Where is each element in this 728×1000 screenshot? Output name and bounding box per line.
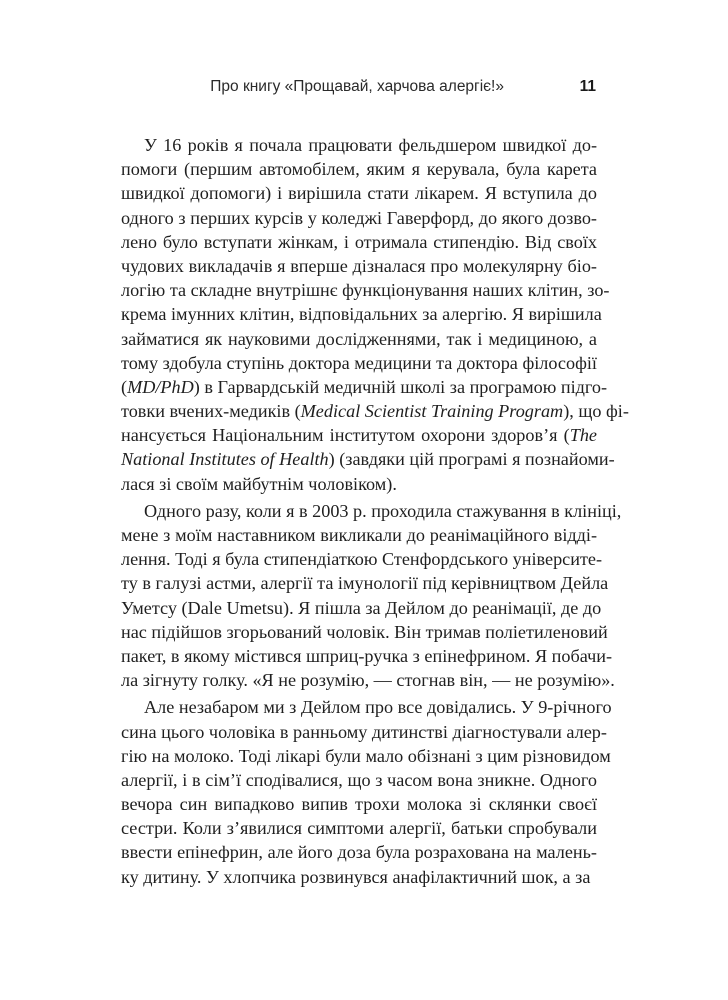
text-line	[121, 254, 597, 278]
text-line	[121, 399, 629, 423]
text-line	[121, 472, 597, 496]
text-line	[121, 596, 602, 620]
text-segment: помоги (першим автомобілем, яким я керувала, була карета	[121, 159, 597, 180]
text-line	[121, 133, 597, 157]
text-segment: (	[121, 376, 128, 397]
text-line	[121, 792, 597, 816]
text-segment: сина цього чоловіка в ранньому дитинстві діагностували алер-	[121, 721, 607, 742]
text-segment: крема імунних клітин, відповідальних за алергію. Я вирішила	[121, 304, 602, 325]
page-number: 11	[579, 78, 596, 95]
text-line	[121, 816, 597, 840]
text-line	[121, 668, 615, 692]
text-segment: Уметсу (Dale Umetsu). Я пішла за Дейлом до реанімації, де до	[121, 597, 602, 618]
text-line	[121, 695, 612, 719]
italic-text: The	[569, 425, 597, 446]
text-segment: ту в галузі астми, алергії та імунології під керівництвом Дейла	[121, 573, 609, 594]
text-line	[121, 351, 597, 375]
text-line	[121, 278, 610, 302]
text-segment: займатися як науковими дослідженнями, так і медициною, а	[121, 328, 597, 349]
italic-text: MD/PhD	[127, 376, 194, 397]
italic-text: Medical Scientist Training Program	[300, 401, 564, 422]
text-line	[121, 768, 597, 792]
paragraph	[121, 695, 612, 889]
body-text	[121, 133, 629, 892]
text-line	[121, 499, 622, 523]
text-segment: нас підійшов згорьований чоловік. Він тримав поліетиленовий	[121, 621, 608, 642]
text-segment: ) (завдяки цій програмі я познайоми-	[328, 449, 615, 470]
text-line	[121, 865, 597, 889]
text-line	[121, 720, 607, 744]
text-segment: чудових викладачів я вперше дізналася про молекулярну біо-	[121, 255, 597, 276]
text-line	[121, 423, 597, 447]
text-line	[121, 523, 597, 547]
text-segment: ) в Гарвардській медичній школі за програмою підго-	[193, 376, 608, 397]
text-segment: ла зігнуту голку. «Я не розумію, — стогнав він, — не розумію».	[121, 670, 615, 691]
text-segment: вечора син випадково випив трохи молока зі склянки своєї	[121, 794, 597, 815]
paragraph	[121, 499, 622, 693]
text-segment: ), що фі-	[563, 401, 629, 422]
text-segment: Одного разу, коли я в 2003 р. проходила стажування в клініці,	[144, 500, 622, 521]
text-line	[121, 840, 597, 864]
text-segment: лено було вступати жінкам, і отримала стипендію. Від своїх	[121, 231, 597, 252]
text-line	[121, 447, 615, 471]
running-title: Про книгу «Прощавай, харчова алергіє!»	[210, 78, 504, 95]
text-line	[121, 744, 611, 768]
paragraph	[121, 133, 629, 496]
text-line	[121, 327, 597, 351]
text-segment: тому здобула ступінь доктора медицини та доктора філософії	[121, 352, 597, 373]
text-line	[121, 375, 608, 399]
text-segment: одного з перших курсів у коледжі Гаверфорд, до якого дозво-	[121, 207, 597, 228]
italic-text: National Institutes of Health	[121, 449, 329, 470]
text-segment: логію та складне внутрішнє функціонування наших клітин, зо-	[121, 280, 610, 301]
text-line	[121, 620, 608, 644]
text-segment: швидкої допомоги) і вирішила стати лікарем. Я вступила до	[121, 183, 597, 204]
text-segment: пакет, в якому містився шприц-ручка з епінефрином. Я побачи-	[121, 645, 613, 666]
text-segment: лася зі своїм майбутнім чоловіком).	[121, 473, 397, 494]
text-segment: мене з моїм наставником викликали до реанімаційного відді-	[121, 525, 597, 545]
text-segment: лення. Тоді я була стипендіаткою Стенфордського університе-	[121, 549, 603, 570]
text-segment: Але незабаром ми з Дейлом про все довідались. У 9-річного	[144, 697, 612, 718]
text-line	[121, 157, 597, 181]
running-head	[130, 75, 596, 99]
text-line	[121, 230, 597, 254]
text-line	[121, 302, 602, 326]
text-segment: товки вчених-медиків (	[121, 401, 301, 422]
text-segment: алергії, і в сім’ї сподівалися, що з часом вона зникне. Одного	[121, 769, 597, 790]
text-segment: гію на молоко. Тоді лікарі були мало обізнані з цим різновидом	[121, 745, 611, 766]
text-line	[121, 181, 597, 205]
text-segment: сестри. Коли з’явилися симптоми алергії, батьки спробували	[121, 818, 597, 839]
text-segment: У 16 років я почала працювати фельдшером швидкої до-	[144, 135, 597, 155]
text-line	[121, 206, 597, 230]
text-segment: нансується Національним інститутом охорони здоров’я (	[121, 425, 570, 446]
text-line	[121, 644, 613, 668]
text-line	[121, 571, 609, 595]
text-line	[121, 547, 603, 571]
text-segment: ку дитину. У хлопчика розвинувся анафілактичний шок, а за	[121, 866, 591, 887]
text-segment: ввести епінефрин, але його доза була розрахована на малень-	[121, 842, 597, 863]
